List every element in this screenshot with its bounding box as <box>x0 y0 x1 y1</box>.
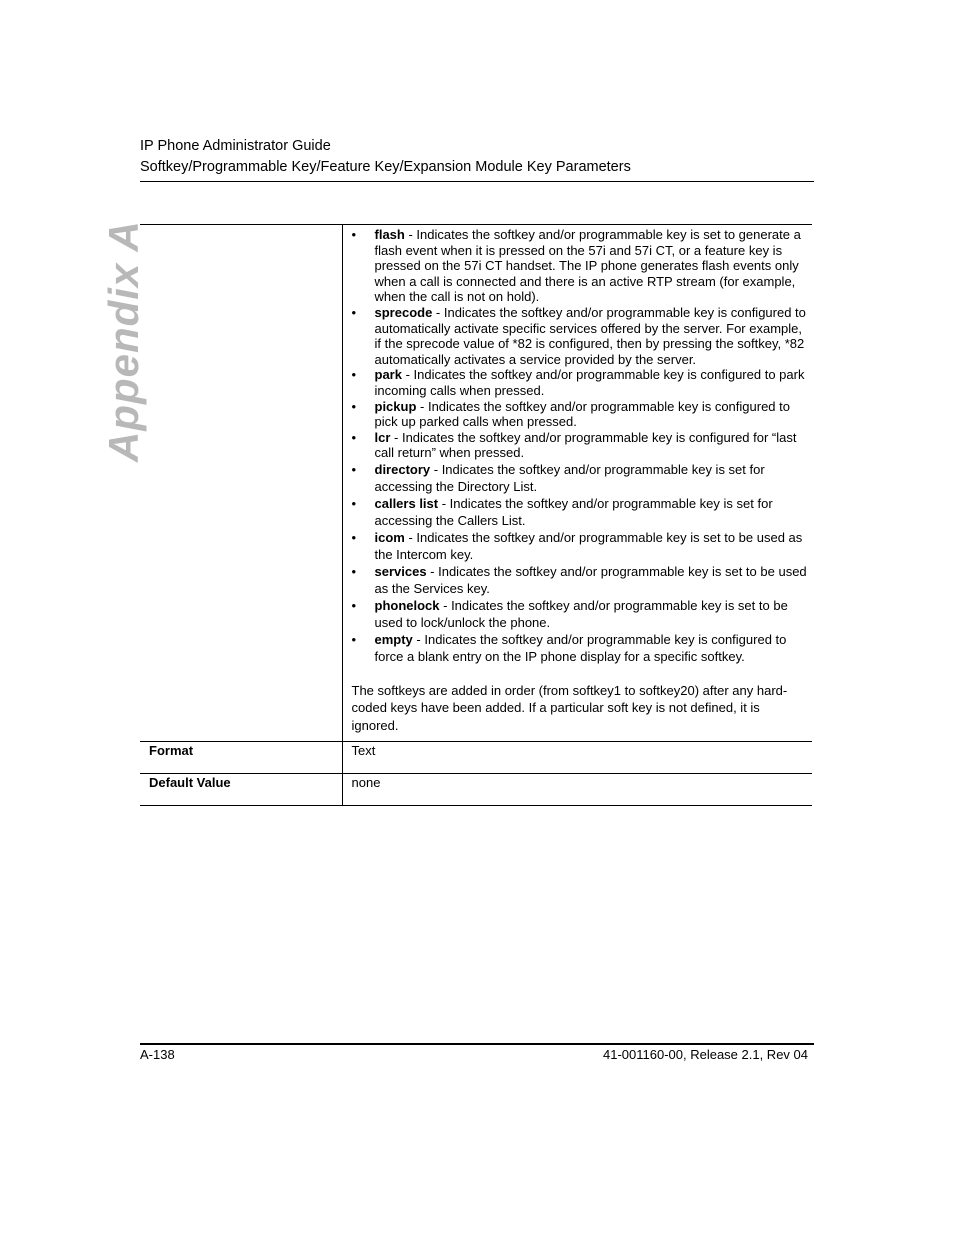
bullet-icon: • <box>351 429 357 445</box>
option-term: pickup <box>374 398 417 414</box>
options-cell <box>342 225 812 742</box>
list-item <box>352 399 813 430</box>
row-value-default-value: none <box>342 774 812 806</box>
list-item <box>352 227 813 305</box>
option-term: callers list <box>374 495 439 511</box>
list-item <box>352 461 813 495</box>
row-value-format: Text <box>342 742 812 774</box>
option-term: flash <box>374 227 405 242</box>
bullet-icon: • <box>351 227 357 242</box>
option-list <box>352 227 813 665</box>
bullet-icon: • <box>351 631 357 647</box>
table-row <box>140 225 812 742</box>
list-item <box>352 495 813 529</box>
bullet-icon: • <box>351 529 357 545</box>
option-term: services <box>374 563 427 579</box>
option-desc: - Indicates the softkey and/or programmable key is set to be used as the Services key. <box>374 563 807 596</box>
page-header <box>140 136 814 178</box>
list-item <box>352 430 813 461</box>
table-row <box>140 742 812 774</box>
option-term: empty <box>374 631 413 647</box>
list-item <box>352 529 813 563</box>
option-desc: - Indicates the softkey and/or programmable key is configured to force a blank entry on the IP phone display for a specific softkey. <box>374 631 787 664</box>
option-term: icom <box>374 529 405 545</box>
list-item <box>352 563 813 597</box>
bullet-icon: • <box>351 495 357 511</box>
parameter-table <box>140 224 812 806</box>
bullet-icon: • <box>351 563 357 579</box>
footer-divider <box>140 1043 814 1045</box>
table-row <box>140 774 812 806</box>
option-desc: - Indicates the softkey and/or programmable key is configured to automatically activate specific services offered by the server. For example, if the sprecode value of *82 is configured, then by pressing the softkey, *82 automatically activates a service provided by the server. <box>374 304 806 367</box>
table-cell-empty <box>140 225 342 742</box>
option-desc: - Indicates the softkey and/or programmable key is set to be used as the Intercom key. <box>374 529 803 562</box>
option-term: park <box>374 367 402 383</box>
appendix-side-label: Appendix A <box>100 220 147 462</box>
header-divider <box>140 181 814 182</box>
option-desc: - Indicates the softkey and/or programmable key is set to generate a flash event when it is pressed on the 57i and 57i CT, or a feature key is pressed on the 57i CT handset. The IP phone generates flash events only when a call is connected and there is an active RTP stream (for example, when the call is not on hold). <box>374 227 801 305</box>
option-desc: - Indicates the softkey and/or programmable key is configured to park incoming calls when pressed. <box>374 367 805 398</box>
option-desc: - Indicates the softkey and/or programmable key is set to be used to lock/unlock the phone. <box>374 597 788 630</box>
bullet-icon: • <box>351 398 357 414</box>
option-term: directory <box>374 461 431 477</box>
option-desc: - Indicates the softkey and/or programmable key is set for accessing the Callers List. <box>374 495 773 528</box>
section-title: Softkey/Programmable Key/Feature Key/Expansion Module Key Parameters <box>140 159 631 175</box>
list-item <box>352 631 813 665</box>
list-item <box>352 305 813 367</box>
option-desc: - Indicates the softkey and/or programmable key is configured for “last call return” when pressed. <box>374 429 797 461</box>
bullet-icon: • <box>351 461 357 477</box>
page-number: A-138 <box>140 1047 175 1062</box>
bullet-icon: • <box>351 597 357 613</box>
option-desc: - Indicates the softkey and/or programmable key is configured to pick up parked calls when pressed. <box>374 398 790 430</box>
option-desc: - Indicates the softkey and/or programmable key is set for accessing the Directory List. <box>374 461 765 494</box>
row-label-format: Format <box>140 742 342 774</box>
list-item <box>352 367 813 398</box>
list-item <box>352 597 813 631</box>
guide-title: IP Phone Administrator Guide <box>140 138 331 154</box>
row-label-default-value: Default Value <box>140 774 342 806</box>
document-id: 41-001160-00, Release 2.1, Rev 04 <box>602 1047 808 1062</box>
bullet-icon: • <box>351 304 357 320</box>
softkey-order-note: The softkeys are added in order (from softkey1 to softkey20) after any hard-coded keys have been added. If a particular soft key is not defined, it is ignored. <box>351 682 788 733</box>
option-term: lcr <box>374 429 391 445</box>
option-term: sprecode <box>374 304 433 320</box>
option-term: phonelock <box>374 597 440 613</box>
bullet-icon: • <box>351 367 357 383</box>
